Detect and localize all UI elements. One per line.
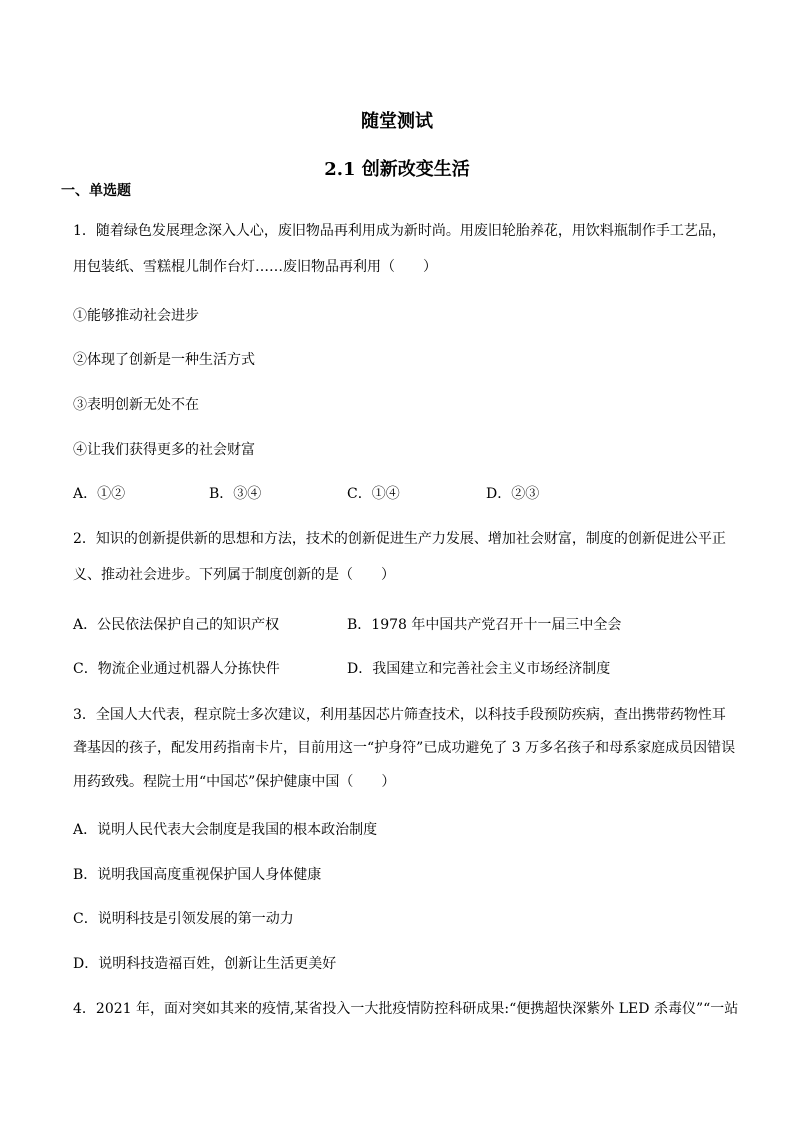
question-1-item-4: ④让我们获得更多的社会财富	[73, 442, 255, 458]
question-3-option-a[interactable]: A．说明人民代表大会制度是我国的根本政治制度	[73, 822, 378, 838]
document-subtitle: 2.1 创新改变生活	[324, 159, 470, 180]
question-1-item-1: ①能够推动社会进步	[73, 308, 199, 324]
question-2-option-d[interactable]: D．我国建立和完善社会主义市场经济制度	[347, 661, 611, 677]
document-title: 随堂测试	[361, 111, 433, 132]
question-2-line-2: 义、推动社会进步。下列属于制度创新的是（ ）	[73, 567, 395, 583]
question-1-option-a[interactable]: A．①②	[73, 486, 126, 502]
question-1-line-1: 1．随着绿色发展理念深入人心，废旧物品再利用成为新时尚。用废旧轮胎养花，用饮料瓶制作手工艺品，	[73, 223, 726, 239]
question-1-line-2: 用包装纸、雪糕棍儿制作台灯……废旧物品再利用（ ）	[73, 259, 437, 275]
question-2-option-a[interactable]: A．公民依法保护自己的知识产权	[73, 617, 280, 633]
question-3-line-3: 用药致残。程院士用“中国芯”保护健康中国（ ）	[73, 774, 396, 790]
question-1-option-c[interactable]: C．①④	[347, 486, 400, 502]
question-1-item-3: ③表明创新无处不在	[73, 397, 199, 413]
question-1-option-b[interactable]: B．③④	[209, 486, 262, 502]
question-3-line-1: 3．全国人大代表，程京院士多次建议，利用基因芯片筛查技术，以科技手段预防疾病，查出携带药物性耳	[73, 707, 726, 723]
question-3-option-d[interactable]: D．说明科技造福百姓，创新让生活更美好	[73, 956, 337, 972]
question-3-line-2: 聋基因的孩子，配发用药指南卡片，目前用这一“护身符”已成功避免了 3 万多名孩子和母系家庭成员因错误	[73, 740, 736, 756]
question-2-line-1: 2．知识的创新提供新的思想和方法，技术的创新促进生产力发展、增加社会财富，制度的创新促进公平正	[73, 531, 726, 547]
section-heading: 一、单选题	[61, 183, 131, 199]
question-2-option-b[interactable]: B．1978 年中国共产党召开十一届三中全会	[347, 617, 622, 633]
question-2-option-c[interactable]: C．物流企业通过机器人分拣快件	[73, 661, 280, 677]
question-1-item-2: ②体现了创新是一种生活方式	[73, 352, 255, 368]
question-3-option-b[interactable]: B．说明我国高度重视保护国人身体健康	[73, 867, 322, 883]
question-4-line-1: 4．2021 年，面对突如其来的疫情,某省投入一大批疫情防控科研成果:“便携超快深紫外 LED 杀毒仪”“一站	[73, 1001, 739, 1017]
question-1-option-d[interactable]: D．②③	[486, 486, 540, 502]
question-3-option-c[interactable]: C．说明科技是引领发展的第一动力	[73, 911, 294, 927]
